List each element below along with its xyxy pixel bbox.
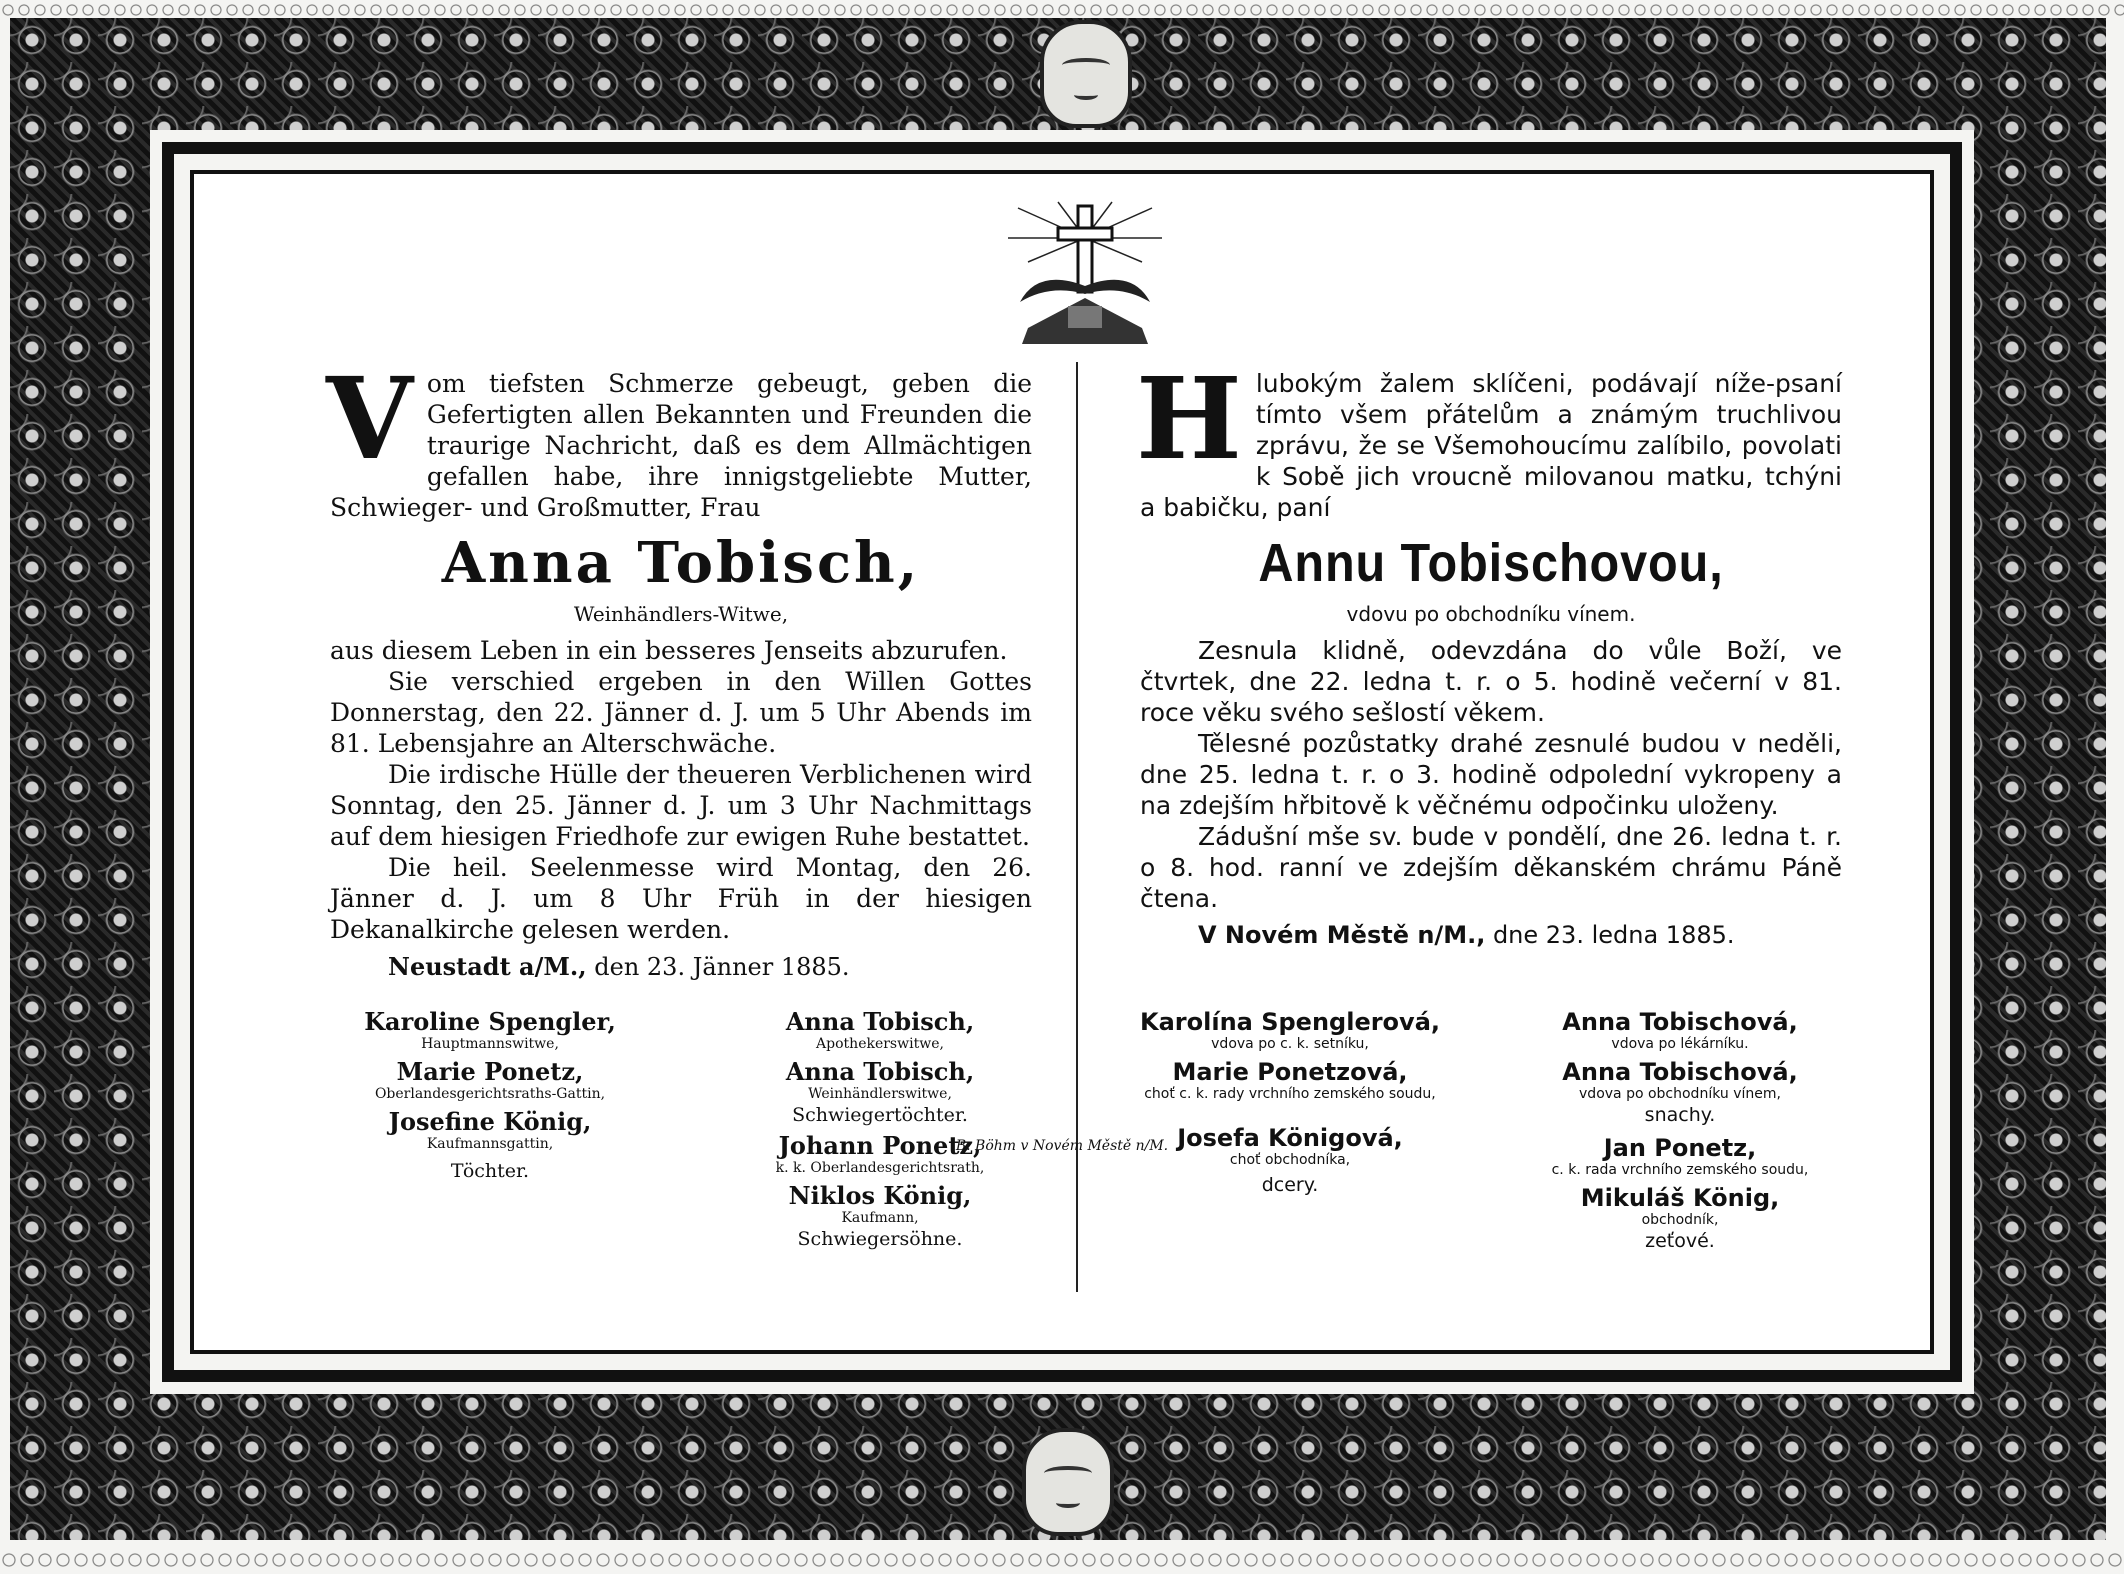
group-label: Schwiegersöhne.	[797, 1228, 963, 1250]
signer-name: Johann Ponetz,	[778, 1131, 982, 1160]
german-place: Neustadt a/M.,	[388, 952, 587, 981]
german-signer-left-2	[320, 1058, 660, 1103]
bottom-mask-ornament	[1022, 1428, 1114, 1536]
german-column	[326, 354, 1032, 1250]
czech-group-label-right-2	[1510, 1228, 1850, 1254]
german-paragraph-4: Die heil. Seelenmesse wird Montag, den 26. Jänner d. J. um 8 Uhr Früh in der hiesigen Dekanalkirche gelesen werden.	[330, 853, 1032, 944]
german-paragraph-2: Sie verschied ergeben in den Willen Gottes Donnerstag, den 22. Jänner d. J. um 5 Uhr Abends im 81. Lebensjahre an Alterschwäche.	[330, 667, 1032, 758]
czech-paragraph-3: Zádušní mše sv. bude v pondělí, dne 26. ledna t. r. o 8. hod. ranní ve zdejším děkanském chrámu Páně čtena.	[1140, 822, 1842, 913]
german-dropcap: V	[326, 354, 413, 485]
german-paragraph-1: aus diesem Leben in ein besseres Jenseits abzurufen.	[330, 636, 1008, 665]
czech-paragraph-2: Tělesné pozůstatky drahé zesnulé budou v neděli, dne 25. ledna t. r. o 3. hodině odpolední vykropeny a na zdejším hřbitově k věčnému odpočinku uloženy.	[1140, 729, 1842, 820]
czech-deceased-name: Annu Tobischovou,	[1258, 533, 1724, 593]
german-group-label-right-2	[710, 1226, 1050, 1252]
signer-role: choť c. k. rady vrchního zemského soudu,	[1144, 1086, 1436, 1102]
german-group-label-left	[320, 1158, 660, 1184]
german-signer-right-4	[710, 1182, 1050, 1227]
german-group-label-right-1	[710, 1102, 1050, 1128]
czech-signer-left-1	[1120, 1008, 1460, 1053]
perforated-edge-bottom	[0, 1548, 2124, 1574]
german-place-date	[330, 951, 1032, 983]
signer-name: Anna Tobisch,	[785, 1057, 975, 1086]
signer-name: Anna Tobischová,	[1562, 1058, 1798, 1086]
czech-date: dne 23. ledna 1885.	[1485, 921, 1735, 949]
czech-group-label-right-1	[1510, 1102, 1850, 1128]
czech-deceased-subtitle: vdovu po obchodníku vínem.	[1346, 602, 1636, 626]
czech-signer-right-1	[1510, 1008, 1850, 1053]
czech-signer-right-2	[1510, 1058, 1850, 1103]
signer-name: Marie Ponetz,	[396, 1057, 584, 1086]
czech-signer-left-2	[1120, 1058, 1460, 1103]
signer-role: Apothekerswitwe,	[816, 1036, 944, 1052]
signer-name: Anna Tobisch,	[785, 1007, 975, 1036]
signer-role: k. k. Oberlandesgerichtsrath,	[775, 1160, 985, 1176]
czech-dropcap: H	[1136, 354, 1242, 485]
german-intro-text: om tiefsten Schmerze gebeugt, geben die Gefertigten allen Bekannten und Freunden die traurige Nachricht, daß es dem Allmächtigen gefallen habe, ihre innigstgeliebte Mutter, Schwieger- und Großmutter, Frau	[330, 369, 1032, 522]
german-signer-right-1	[710, 1008, 1050, 1053]
perforated-edge-top	[0, 0, 2124, 20]
signer-role: vdova po c. k. setníku,	[1211, 1036, 1369, 1052]
german-deceased-name: Anna Tobisch,	[441, 530, 921, 596]
top-mask-ornament	[1040, 20, 1132, 128]
signer-name: Mikuláš König,	[1580, 1184, 1780, 1212]
german-deceased-subtitle: Weinhändlers-Witwe,	[573, 602, 789, 626]
signer-name: Karoline Spengler,	[364, 1007, 616, 1036]
group-label: Töchter.	[450, 1160, 530, 1182]
czech-intro-text: lubokým žalem sklíčeni, podávají níže-psaní tímto všem přátelům a známým truchlivou zprávu, že se Všemohoucímu zalíbilo, povolati k Sobě jich vroucně milovanou matku, tchýni a babičku, paní	[1140, 369, 1842, 522]
signer-name: Anna Tobischová,	[1562, 1008, 1798, 1036]
german-signer-left-1	[320, 1008, 660, 1053]
signer-role: c. k. rada vrchního zemského soudu,	[1551, 1162, 1809, 1178]
signer-role: Weinhändlerswitwe,	[808, 1086, 952, 1102]
signer-role: choť obchodníka,	[1229, 1152, 1351, 1168]
signer-role: Oberlandesgerichtsraths-Gattin,	[374, 1086, 606, 1102]
group-label: zeťové.	[1645, 1230, 1715, 1252]
signer-role: vdova po obchodníku vínem,	[1579, 1086, 1781, 1102]
german-intro	[326, 354, 1032, 523]
signer-name: Josefa Königová,	[1177, 1124, 1403, 1152]
signer-role: obchodník,	[1641, 1212, 1719, 1228]
czech-group-label-left	[1120, 1172, 1460, 1198]
german-signer-right-2	[710, 1058, 1050, 1103]
czech-place: V Novém Městě n/M.,	[1198, 921, 1486, 949]
signer-name: Niklos König,	[788, 1181, 972, 1210]
signer-role: Kaufmann,	[841, 1210, 919, 1226]
group-label: Schwiegertöchter.	[792, 1104, 968, 1126]
czech-column	[1136, 354, 1842, 1252]
signer-name: Josefine König,	[388, 1107, 592, 1136]
signer-role: Kaufmannsgattin,	[426, 1136, 554, 1152]
german-paragraph-3: Die irdische Hülle der theueren Verblichenen wird Sonntag, den 25. Jänner d. J. um 3 Uhr Nachmittags auf dem hiesigen Friedhofe zur ewigen Ruhe bestattet.	[330, 760, 1032, 851]
signer-role: vdova po lékárníku.	[1611, 1036, 1749, 1052]
czech-place-date	[1140, 920, 1842, 951]
czech-intro	[1136, 354, 1842, 523]
group-label: dcery.	[1261, 1174, 1319, 1196]
signer-role: Hauptmannswitwe,	[421, 1036, 559, 1052]
czech-signer-right-4	[1510, 1184, 1850, 1229]
printer-imprint: B. Böhm v Novém Městě n/M.	[955, 1138, 1169, 1154]
czech-paragraph-1: Zesnula klidně, odevzdána do vůle Boží, ve čtvrtek, dne 22. ledna t. r. o 5. hodině večerní v 81. roce věku svého sešlostí věkem.	[1140, 636, 1842, 727]
german-date: den 23. Jänner 1885.	[586, 953, 850, 981]
signer-name: Jan Ponetz,	[1603, 1134, 1757, 1162]
group-label: snachy.	[1644, 1104, 1716, 1126]
cross-emblem	[998, 198, 1172, 348]
signer-name: Marie Ponetzová,	[1172, 1058, 1408, 1086]
signer-name: Karolína Spenglerová,	[1140, 1008, 1440, 1036]
